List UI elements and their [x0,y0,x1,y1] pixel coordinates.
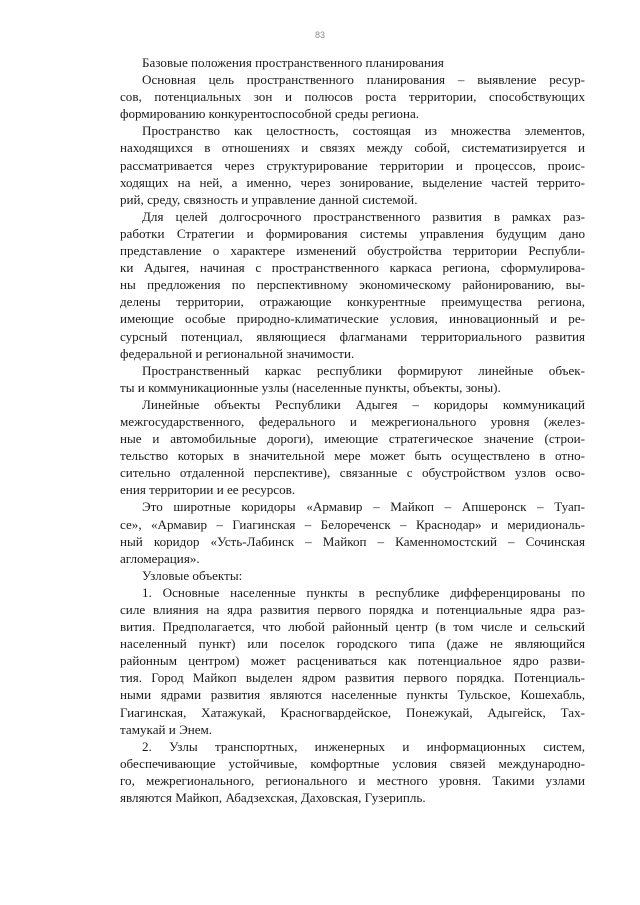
text-line: ные и автомобильные дороги), имеющие стратегическое значение (строи- [120,431,585,447]
text-line: ходящих на ней, а именно, через зонирование, выделение частей террито- [120,174,585,190]
text-line: Узловые объекты: [142,567,243,583]
paragraph [120,584,585,738]
text-line: представление о характере изменений обустройства территории Республи- [120,243,585,259]
paragraph [120,208,585,362]
text-line: ный коридор «Усть-Лабинск – Майкоп – Каменномостский – Сочинская [120,533,585,549]
document-body [120,54,585,806]
text-line: формированию конкурентоспособной среды региона. [120,106,420,122]
text-line: се», «Армавир – Гиагинская – Белореченск – Краснодар» и меридиональ- [120,516,585,532]
text-line: Базовые положения пространственного планирования [142,55,444,70]
text-line: тельство которых в значительной мере может быть осуществлено в отно- [120,448,585,464]
text-line: находящихся в отношениях и связях между собой, систематизируется и [120,140,585,156]
text-line: 2. Узлы транспортных, инженерных и информационных систем, [142,738,585,754]
text-line: районным центром) может расцениваться как потенциальное ядро разви- [120,653,585,669]
text-line: сов, потенциальных зон и полюсов роста территории, способствующих [120,89,585,105]
text-line: сурсный потенциал, являющиеся флагманами территориального развития [120,328,585,344]
text-line: рий, среду, связность и управление данной системой. [120,191,418,207]
paragraph [120,567,585,584]
text-line: ными ядрами развития являются населенные пункты Тульское, Кошехабль, [120,687,585,703]
text-line: Пространство как целостность, состоящая из множества элементов, [142,123,585,139]
paragraph [120,396,585,499]
text-line: ны предложения по перспективному экономическому районированию, вы- [120,277,585,293]
paragraph [120,738,585,806]
text-line: имеющие особые природно-климатические условия, инновационный и ре- [120,311,585,327]
paragraph [120,71,585,122]
text-line: агломерация». [120,550,200,566]
text-line: рассматривается через структурирование территории и процессов, проис- [120,157,585,173]
paragraph [120,498,585,566]
text-line: Это широтные коридоры «Армавир – Майкоп – Апшеронск – Туап- [142,499,585,515]
text-line: работки Стратегии и формирования системы управления будущим дано [120,225,585,241]
text-line: тия. Город Майкоп выделен ядром развития первого порядка. Потенциаль- [120,670,585,686]
text-line: сительно отдаленной перспективе), связанные с обустройством узлов осво- [120,465,585,481]
text-line: тамукай и Энем. [120,721,213,737]
section-heading [120,54,585,71]
text-line: ты и коммуникационные узлы (населенные пункты, объекты, зоны). [120,379,501,395]
text-line: ки Адыгея, начиная с пространственного каркаса региона, сформулирова- [120,260,585,276]
page-number: 83 [314,30,325,40]
text-line: Линейные объекты Республики Адыгея – коридоры коммуникаций [142,396,585,412]
text-line: делены территории, отражающие конкурентные преимущества региона, [120,294,585,310]
text-line: федеральной и региональной значимости. [120,345,355,361]
text-line: 1. Основные населенные пункты в республике дифференцированы по [142,584,585,600]
text-line: ения территории и ее ресурсов. [120,482,296,498]
text-line: межгосударственного, федерального и межрегионального уровня (желез- [120,413,585,429]
text-line: являются Майкоп, Абадзехская, Даховская, Гузерипль. [120,790,426,806]
text-line: Основная цель пространственного планирования – выявление ресур- [142,72,585,88]
text-line: населенный пункт) или поселок городского типа (даже не являющийся [120,636,585,652]
text-line: обеспечивающие устойчивые, комфортные условия связей международно- [120,755,585,771]
text-line: Гиагинская, Хатажукай, Красногвардейское, Понежукай, Адыгейск, Тах- [120,704,585,720]
text-line: вития. Предполагается, что любой районный центр (в том числе и сельский [120,619,585,635]
text-line: Пространственный каркас республики формируют линейные объек- [142,362,585,378]
paragraph [120,362,585,396]
text-line: Для целей долгосрочного пространственного развития в рамках раз- [142,208,585,224]
text-line: го, межрегионального, регионального и местного уровня. Такими узлами [120,772,585,788]
text-line: силе влияния на ядра развития первого порядка и потенциальные ядра раз- [120,602,585,617]
paragraph [120,122,585,207]
